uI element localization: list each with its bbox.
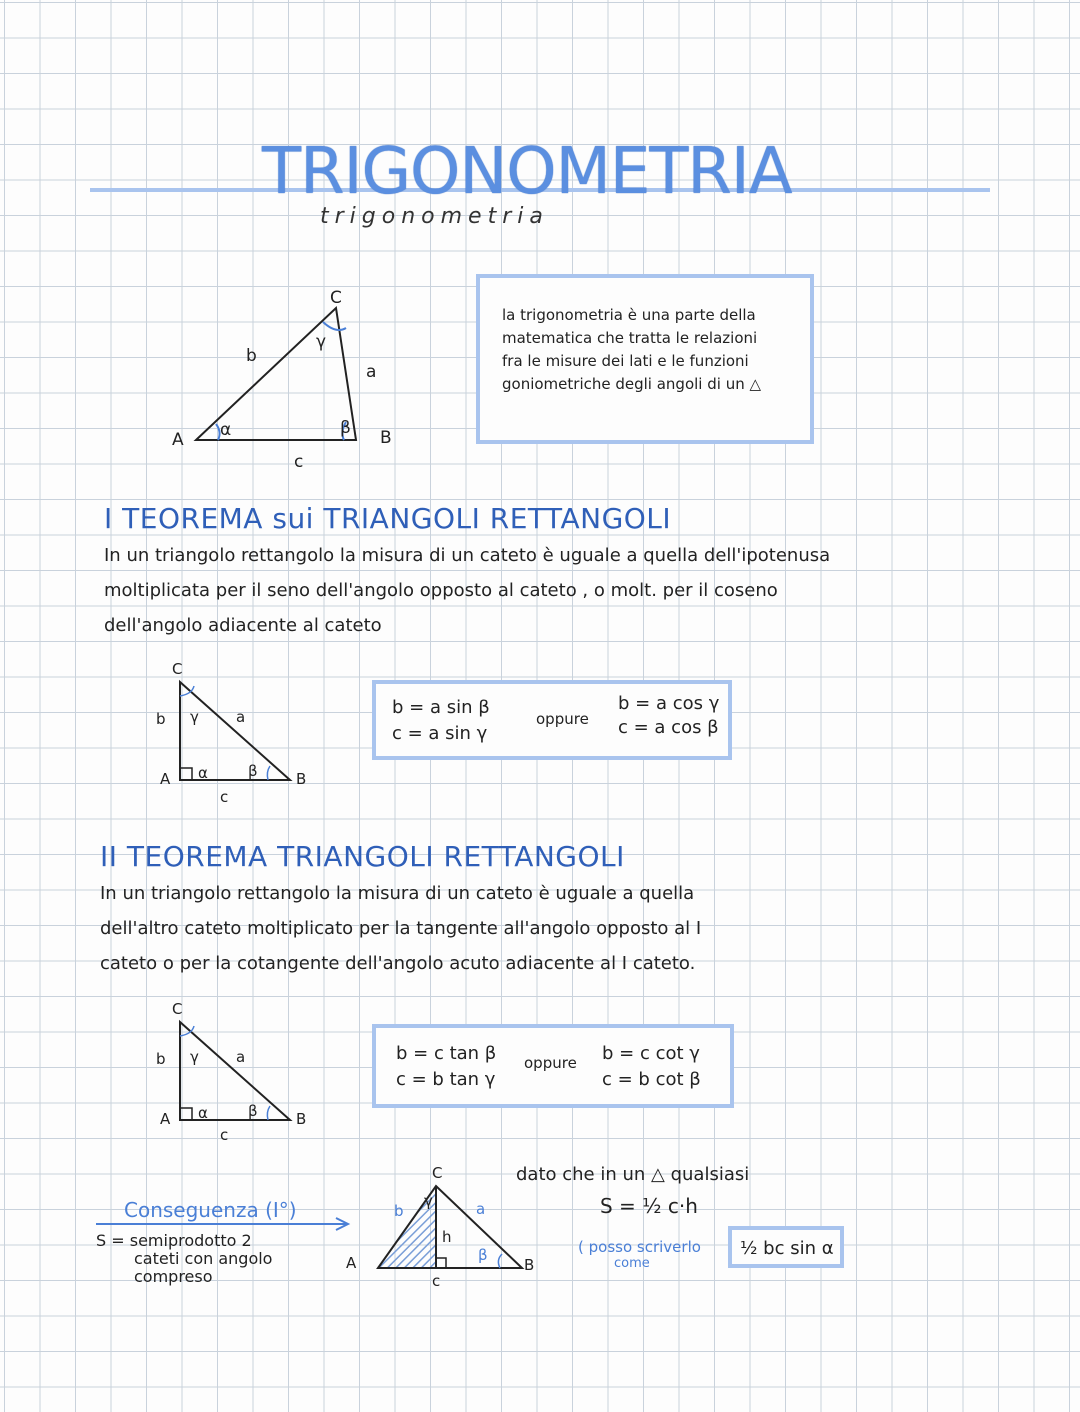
t1-label-c: c xyxy=(220,788,229,806)
area-given-text: dato che in un △ qualsiasi xyxy=(516,1164,750,1185)
theorem1-line: dell'angolo adiacente al cateto xyxy=(104,615,382,636)
main-label-alpha: α xyxy=(220,420,232,440)
t2-oppure: oppure xyxy=(524,1054,577,1072)
definition-line: matematica che tratta le relazioni xyxy=(502,329,758,347)
consequence-line: compreso xyxy=(134,1267,213,1286)
t2-formula-right-2: c = b cot β xyxy=(602,1069,701,1090)
area-given xyxy=(516,1164,749,1185)
theorem1-formula-box xyxy=(372,680,732,760)
consequence-title: Conseguenza (I°) xyxy=(124,1198,297,1222)
main-triangle-figure xyxy=(160,280,420,480)
area-rewrite: ( posso scriverlo xyxy=(578,1238,701,1256)
main-label-B: B xyxy=(380,428,392,448)
t1-label-a: a xyxy=(236,708,246,726)
definition-line: la trigonometria è una parte della xyxy=(502,306,756,324)
t1-label-b: b xyxy=(156,710,166,728)
area-label-beta: β xyxy=(478,1246,488,1264)
area-label-gamma: γ xyxy=(424,1192,433,1210)
t1-label-gamma: γ xyxy=(190,708,199,726)
t2-label-C: C xyxy=(172,1000,183,1018)
t2-formula-right-1: b = c cot γ xyxy=(602,1043,700,1064)
main-label-A: A xyxy=(172,430,184,450)
title-script: trigonometria xyxy=(320,204,549,229)
area-result-box xyxy=(728,1226,844,1268)
t1-label-A: A xyxy=(160,770,171,788)
area-label-B: B xyxy=(524,1256,535,1274)
theorem1-text xyxy=(104,538,964,643)
theorem1-title: I TEOREMA sui TRIANGOLI RETTANGOLI xyxy=(104,502,672,535)
t2-label-B: B xyxy=(296,1110,307,1128)
area-label-a: a xyxy=(476,1200,486,1218)
definition-line: fra le misure dei lati e le funzioni xyxy=(502,352,749,370)
t2-label-gamma: γ xyxy=(190,1048,199,1066)
theorem2-text xyxy=(100,876,960,981)
theorem2-line: dell'altro cateto moltiplicato per la tangente all'angolo opposto al I xyxy=(100,918,702,939)
t1-formula-right-2: c = a cos β xyxy=(618,717,719,738)
main-label-b: b xyxy=(246,346,257,366)
theorem1-line: moltiplicata per il seno dell'angolo opposto al cateto , o molt. per il coseno xyxy=(104,580,778,601)
t1-formula-left-1: b = a sin β xyxy=(392,697,490,718)
definition-line: goniometriche degli angoli di un △ xyxy=(502,375,762,393)
main-label-beta: β xyxy=(340,418,351,438)
t1-label-alpha: α xyxy=(198,764,208,782)
consequence-arrow xyxy=(96,1216,356,1232)
area-formula: S = ½ c·h xyxy=(600,1194,698,1218)
t1-formula-left-2: c = a sin γ xyxy=(392,723,488,744)
main-label-c: c xyxy=(294,452,304,472)
t1-formula-right-1: b = a cos γ xyxy=(618,693,720,714)
consequence-text xyxy=(96,1232,272,1286)
main-label-gamma: γ xyxy=(316,332,327,352)
main-label-a: a xyxy=(366,362,377,382)
t2-formula-left-1: b = c tan β xyxy=(396,1043,497,1064)
t2-formula-left-2: c = b tan γ xyxy=(396,1069,496,1090)
t1-label-B: B xyxy=(296,770,307,788)
t2-label-A: A xyxy=(160,1110,171,1128)
theorem2-line: cateto o per la cotangente dell'angolo acuto adiacente al I cateto. xyxy=(100,953,696,974)
consequence-line: cateti con angolo xyxy=(134,1249,273,1268)
theorem2-line: In un triangolo rettangolo la misura di un cateto è uguale a quella xyxy=(100,883,695,904)
t2-label-b: b xyxy=(156,1050,166,1068)
theorem2-title: II TEOREMA TRIANGOLI RETTANGOLI xyxy=(100,840,625,873)
t2-label-beta: β xyxy=(248,1102,258,1120)
area-label-A: A xyxy=(346,1254,357,1272)
definition-box xyxy=(476,274,814,444)
gamma-arc xyxy=(323,322,346,330)
area-label-b: b xyxy=(394,1202,404,1220)
t1-label-C: C xyxy=(172,660,183,678)
theorem1-line: In un triangolo rettangolo la misura di un cateto è uguale a quella dell'ipotenusa xyxy=(104,545,831,566)
area-label-h: h xyxy=(442,1228,452,1246)
theorem2-triangle-figure xyxy=(150,1000,320,1140)
t2-label-c: c xyxy=(220,1126,229,1144)
area-label-C: C xyxy=(432,1164,443,1182)
theorem1-triangle-figure xyxy=(150,660,320,800)
theorem2-formula-box xyxy=(372,1024,734,1108)
area-result: ½ bc sin α xyxy=(740,1238,834,1259)
t1-label-beta: β xyxy=(248,762,258,780)
area-label-c: c xyxy=(432,1272,441,1290)
main-label-C: C xyxy=(330,288,342,308)
consequence-line: S = semiprodotto 2 xyxy=(96,1231,252,1250)
page-title: TRIGONOMETRIA xyxy=(262,135,792,209)
t1-oppure: oppure xyxy=(536,710,589,728)
area-rewrite-2: come xyxy=(614,1256,650,1271)
t2-label-alpha: α xyxy=(198,1104,208,1122)
t2-label-a: a xyxy=(236,1048,246,1066)
